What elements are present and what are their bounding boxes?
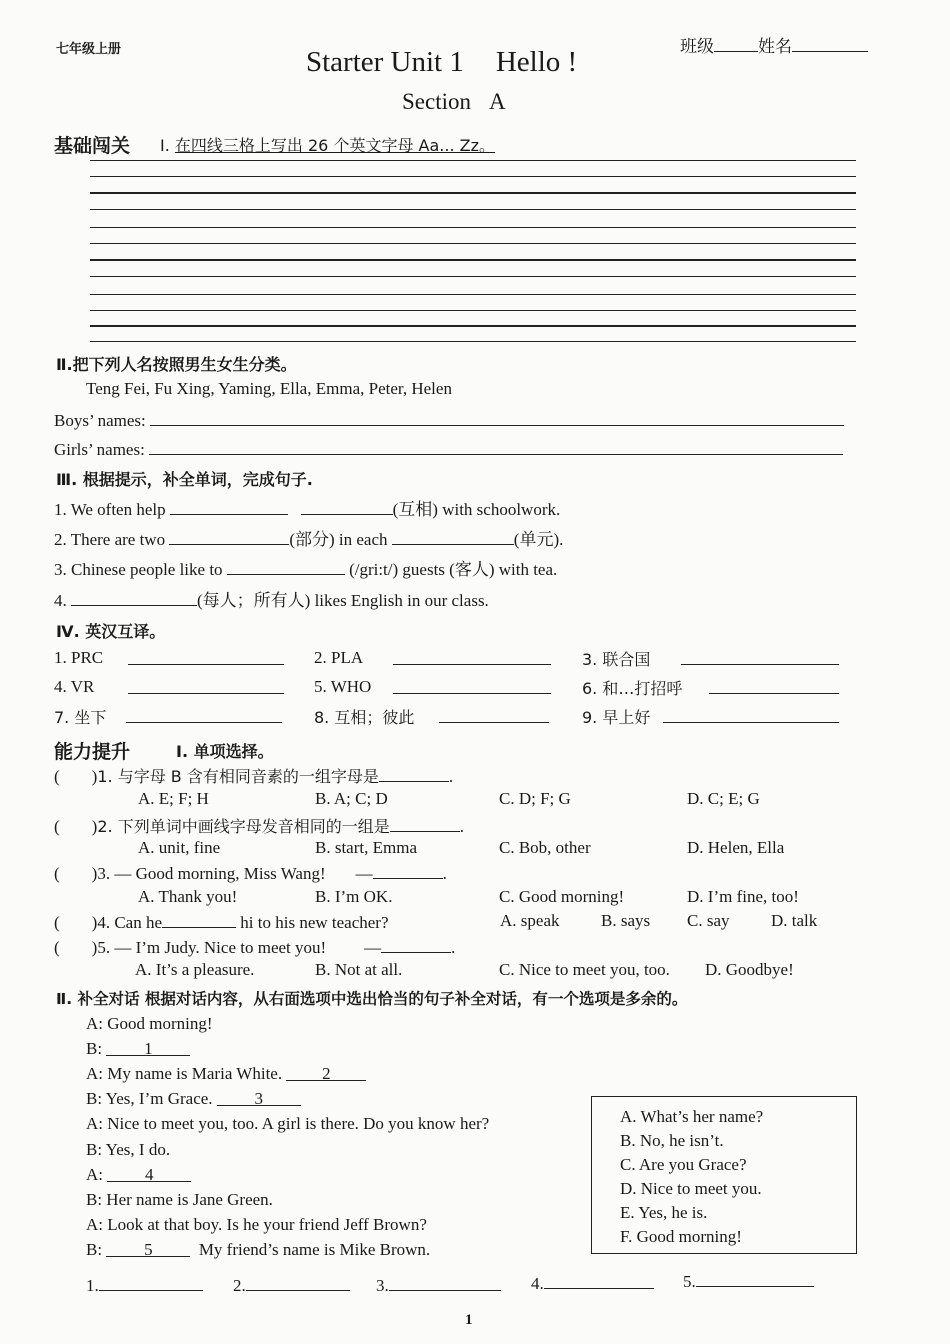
- girls-names-field[interactable]: [149, 438, 843, 455]
- q4-item: 7. 坐下: [54, 708, 107, 727]
- dialog-heading: Ⅱ. 补全对话 根据对话内容，从右面选项中选出恰当的句子补全对话，有一个选项是多余的。: [56, 990, 688, 1008]
- mc-heading: Ⅰ. 单项选择。: [176, 742, 274, 761]
- q3-blank[interactable]: [170, 498, 288, 515]
- dialog-blank-2[interactable]: 2: [286, 1064, 366, 1081]
- mc-option-b[interactable]: B. start, Emma: [315, 838, 417, 857]
- dialog-line: A: Good morning!: [86, 1014, 213, 1033]
- mc-option-d[interactable]: D. I’m fine, too!: [687, 887, 799, 906]
- answer-3: 3.: [376, 1274, 501, 1296]
- mc-option-a[interactable]: A. It’s a pleasure.: [135, 960, 255, 979]
- mc-question-4: ( )4. Can he hi to his new teacher?: [54, 913, 389, 932]
- mc-answer-slot[interactable]: [60, 863, 92, 879]
- mc-option-d[interactable]: D. Helen, Ella: [687, 838, 785, 857]
- q4-answer-field[interactable]: [681, 648, 839, 665]
- section-tag-advanced: 能力提升: [54, 741, 131, 763]
- girls-names-row: Girls’ names:: [54, 438, 843, 460]
- mc-option-b[interactable]: B. A; C; D: [315, 789, 388, 808]
- q3-blank[interactable]: [392, 528, 514, 545]
- q4-item: 3. 联合国: [582, 650, 651, 669]
- q2-names-list: Teng Fei, Fu Xing, Yaming, Ella, Emma, Peter, Helen: [86, 379, 452, 398]
- answer-field[interactable]: [99, 1274, 203, 1291]
- mc-stem-blank[interactable]: [379, 765, 449, 782]
- mc-answer-slot[interactable]: [60, 816, 92, 832]
- section-tag-basic: 基础闯关: [54, 135, 131, 157]
- page-number: 1: [465, 1312, 473, 1328]
- option-item: D. Nice to meet you.: [620, 1179, 762, 1198]
- option-item: B. No, he isn’t.: [620, 1131, 724, 1150]
- mc-question-1: ( )1. 与字母 B 含有相同音素的一组字母是 .: [54, 767, 454, 786]
- class-label: 班级: [680, 37, 714, 57]
- q3-sentence-2: 2. There are two (部分) in each (单元).: [54, 530, 564, 549]
- dialog-line: A: My name is Maria White. 2: [86, 1064, 366, 1084]
- mc-answer-slot[interactable]: [60, 766, 92, 782]
- dialog-blank-5[interactable]: 5: [106, 1240, 190, 1257]
- mc-answer-slot[interactable]: [60, 912, 92, 928]
- class-field[interactable]: [714, 35, 758, 52]
- mc-question-3: ( )3. — Good morning, Miss Wang! — .: [54, 864, 447, 883]
- mc-option-a[interactable]: A. E; F; H: [138, 789, 209, 808]
- class-name-fields: [680, 32, 868, 57]
- mc-question-5: ( )5. — I’m Judy. Nice to meet you! — .: [54, 938, 456, 957]
- mc-option-a[interactable]: A. unit, fine: [138, 838, 221, 857]
- dialog-line: B: Her name is Jane Green.: [86, 1190, 273, 1209]
- option-item: C. Are you Grace?: [620, 1155, 747, 1174]
- answer-1: 1.: [86, 1274, 203, 1296]
- mc-option-b[interactable]: B. Not at all.: [315, 960, 403, 979]
- dialog-line: A: 4: [86, 1165, 191, 1185]
- mc-option-b[interactable]: B. I’m OK.: [315, 887, 393, 906]
- q1-heading: Ⅰ. 在四线三格上写出 26 个英文字母 Aa... Zz。: [160, 136, 495, 155]
- q4-answer-field[interactable]: [663, 706, 839, 723]
- mc-option-a[interactable]: A. speak: [500, 911, 560, 930]
- q3-blank[interactable]: [169, 528, 289, 545]
- q3-sentence-1: 1. We often help (互相) with schoolwork.: [54, 500, 561, 519]
- q3-sentence-3: 3. Chinese people like to (/gri:t/) guests (客人) with tea.: [54, 560, 558, 579]
- q3-blank[interactable]: [71, 589, 197, 606]
- q3-blank[interactable]: [301, 498, 393, 515]
- q4-item: 5. WHO: [314, 677, 372, 696]
- answer-4: 4.: [531, 1272, 654, 1294]
- grade-tag: 七年级上册: [56, 42, 122, 57]
- boys-names-row: Boys’ names:: [54, 409, 844, 431]
- mc-option-a[interactable]: A. Thank you!: [138, 887, 238, 906]
- q4-answer-field[interactable]: [439, 706, 549, 723]
- name-label: 姓名: [758, 37, 792, 57]
- q4-answer-field[interactable]: [128, 677, 284, 694]
- mc-option-c[interactable]: C. Nice to meet you, too.: [499, 960, 670, 979]
- answer-5: 5.: [683, 1270, 814, 1292]
- mc-option-c[interactable]: C. say: [687, 911, 730, 930]
- option-item: F. Good morning!: [620, 1227, 742, 1246]
- q4-heading: Ⅳ. 英汉互译。: [56, 622, 166, 641]
- dialog-blank-3[interactable]: 3: [217, 1089, 301, 1106]
- section-title: Section A: [402, 89, 506, 114]
- q4-answer-field[interactable]: [709, 677, 839, 694]
- answer-field[interactable]: [246, 1274, 350, 1291]
- q4-answer-field[interactable]: [126, 706, 282, 723]
- option-item: A. What’s her name?: [620, 1107, 764, 1126]
- dialog-line: A: Nice to meet you, too. A girl is there. Do you know her?: [86, 1114, 490, 1133]
- mc-option-c[interactable]: C. Bob, other: [499, 838, 591, 857]
- q4-item: 6. 和…打招呼: [582, 679, 683, 698]
- mc-stem-blank[interactable]: [162, 911, 236, 928]
- mc-question-2: ( )2. 下列单词中画线字母发音相同的一组是 .: [54, 817, 464, 836]
- mc-option-d[interactable]: D. C; E; G: [687, 789, 760, 808]
- dialog-blank-1[interactable]: 1: [106, 1039, 190, 1056]
- mc-option-c[interactable]: C. D; F; G: [499, 789, 571, 808]
- boys-names-field[interactable]: [150, 409, 844, 426]
- mc-stem-blank[interactable]: [390, 815, 460, 832]
- q4-item: 4. VR: [54, 677, 95, 696]
- dialog-line: B: 1: [86, 1039, 190, 1059]
- dialog-line: B: 5 My friend’s name is Mike Brown.: [86, 1240, 431, 1259]
- mc-option-c[interactable]: C. Good morning!: [499, 887, 625, 906]
- mc-option-d[interactable]: D. talk: [771, 911, 818, 930]
- answer-field[interactable]: [544, 1272, 654, 1289]
- answer-field[interactable]: [696, 1270, 814, 1287]
- dialog-blank-4[interactable]: 4: [107, 1165, 191, 1182]
- dialog-line: B: Yes, I do.: [86, 1140, 171, 1159]
- q3-blank[interactable]: [227, 558, 345, 575]
- page-title: Starter Unit 1 Hello !: [306, 46, 578, 78]
- q3-heading: Ⅲ. 根据提示，补全单词，完成句子.: [56, 470, 313, 489]
- mc-option-b[interactable]: B. says: [601, 911, 651, 930]
- q4-item: 2. PLA: [314, 648, 364, 667]
- q4-answer-field[interactable]: [393, 677, 551, 694]
- q4-answer-field[interactable]: [128, 648, 284, 665]
- mc-stem-blank[interactable]: [381, 936, 451, 953]
- dialog-line: B: Yes, I’m Grace. 3: [86, 1089, 301, 1109]
- answer-field[interactable]: [389, 1274, 501, 1291]
- q4-item: 8. 互相；彼此: [314, 708, 415, 727]
- answer-2: 2.: [233, 1274, 350, 1296]
- mc-stem-blank[interactable]: [373, 862, 443, 879]
- q4-item: 9. 早上好: [582, 708, 651, 727]
- q3-sentence-4: 4. (每人；所有人) likes English in our class.: [54, 591, 489, 610]
- q4-item: 1. PRC: [54, 648, 104, 667]
- q2-heading: Ⅱ.把下列人名按照男生女生分类。: [56, 355, 297, 374]
- name-field[interactable]: [792, 35, 868, 52]
- dialog-line: A: Look at that boy. Is he your friend Jeff Brown?: [86, 1215, 427, 1234]
- q4-answer-field[interactable]: [393, 648, 551, 665]
- mc-option-d[interactable]: D. Goodbye!: [705, 960, 794, 979]
- mc-answer-slot[interactable]: [60, 937, 92, 953]
- option-item: E. Yes, he is.: [620, 1203, 708, 1222]
